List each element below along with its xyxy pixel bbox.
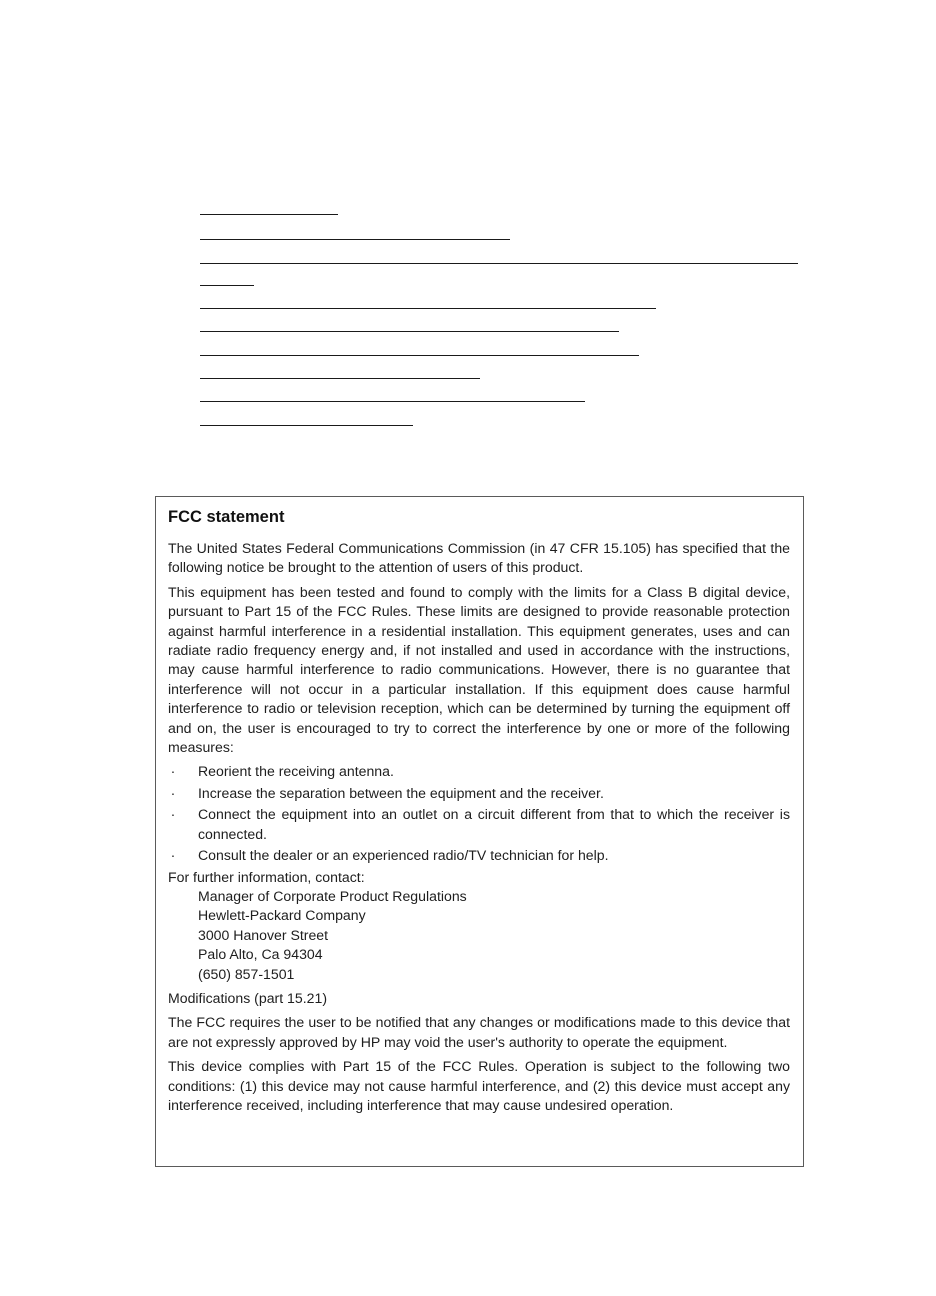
- fcc-statement-content: [168, 507, 790, 1120]
- fcc-statement-box: [155, 496, 804, 1167]
- toc-link-3[interactable]: [200, 263, 798, 264]
- contact-city: Palo Alto, Ca 94304: [198, 946, 323, 963]
- bullet-icon: ·: [170, 763, 176, 780]
- contact-street: 3000 Hanover Street: [198, 926, 329, 943]
- toc-link-4[interactable]: [200, 308, 656, 309]
- fcc-body-paragraph: This equipment has been tested and found to comply with the limits for a Class B digital device, pursuant to Part 15 of the FCC Rules. These limits are designed to provide reasonable protection against harmful interference in a residential installation. This equipment generates, uses and can radiate radio frequency energy and, if not installed and used in accordance with the instructions, may cause harmful interference to radio communications. However, there is no guarantee that interference will not occur in a particular installation. If this equipment does cause harmful interference to radio or television reception, which can be determined by turning the equipment off and on, the user is encouraged to try to correct the interference by one or more of the following measures:: [168, 583, 790, 756]
- measure-text: Connect the equipment into an outlet on a circuit different from that to which the receiver is connected.: [198, 806, 790, 842]
- toc-link-1[interactable]: [200, 214, 338, 215]
- toc-link-2[interactable]: [200, 239, 510, 240]
- modifications-heading: Modifications (part 15.21): [168, 989, 328, 1006]
- bullet-icon: ·: [170, 847, 176, 864]
- contact-intro: For further information, contact:: [168, 868, 365, 885]
- bullet-icon: ·: [170, 806, 176, 823]
- fcc-measures-list: [168, 762, 790, 865]
- toc-link-5[interactable]: [200, 331, 619, 332]
- list-item: [168, 784, 790, 803]
- compliance-paragraph: This device complies with Part 15 of the FCC Rules. Operation is subject to the following two conditions: (1) this device may not cause harmful interference, and (2) this device must accept any interference received, including interference that may cause undesired operation.: [168, 1058, 790, 1113]
- modifications-paragraph: The FCC requires the user to be notified that any changes or modifications made to this device that are not expressly approved by HP may void the user's authority to operate the equipment.: [168, 1014, 790, 1050]
- fcc-intro-paragraph: The United States Federal Communications Commission (in 47 CFR 15.105) has specified that the following notice be brought to the attention of users of this product.: [168, 540, 790, 576]
- toc-link-3-cont[interactable]: [200, 285, 254, 286]
- measure-text: Consult the dealer or an experienced radio/TV technician for help.: [198, 847, 609, 864]
- contact-company: Hewlett-Packard Company: [198, 907, 366, 924]
- fcc-title: FCC statement: [168, 508, 285, 526]
- measure-text: Increase the separation between the equipment and the receiver.: [198, 784, 604, 801]
- measure-text: Reorient the receiving antenna.: [198, 763, 394, 780]
- toc-link-9[interactable]: [200, 425, 413, 426]
- toc-link-6[interactable]: [200, 355, 639, 356]
- list-item: [168, 846, 790, 865]
- contact-phone: (650) 857-1501: [198, 965, 295, 982]
- contact-block: [168, 868, 790, 984]
- bullet-icon: ·: [170, 784, 176, 801]
- list-item: [168, 805, 790, 844]
- toc-link-7[interactable]: [200, 378, 480, 379]
- toc-link-8[interactable]: [200, 401, 585, 402]
- contact-name: Manager of Corporate Product Regulations: [198, 887, 467, 904]
- list-item: [168, 762, 790, 781]
